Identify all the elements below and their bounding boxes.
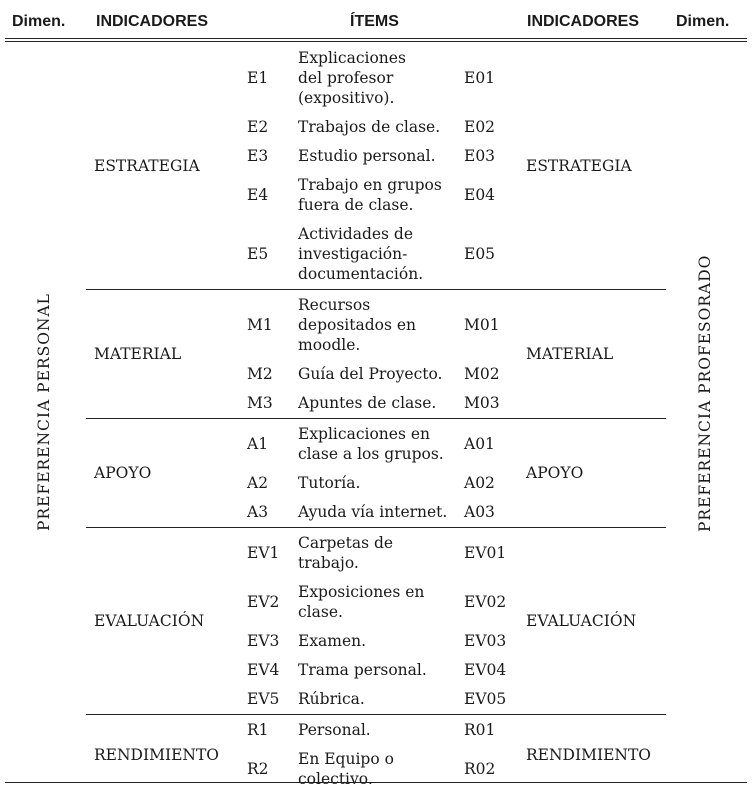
header-dimen-right: Dimen.: [676, 13, 730, 30]
indicator-label-right: MATERIAL: [526, 345, 614, 363]
item-description-line: (expositivo).: [298, 89, 395, 107]
indicator-label-right: APOYO: [526, 464, 584, 482]
item-description-line: Actividades de: [298, 225, 414, 243]
item-code-alt: EV01: [464, 544, 507, 562]
item-description: [298, 631, 366, 651]
group-divider: [86, 418, 666, 419]
item-code-alt: E03: [464, 147, 496, 165]
item-description: [298, 720, 371, 740]
item-description-line: Exposiciones en: [298, 583, 425, 601]
item-description-line: Guía del Proyecto.: [298, 365, 443, 383]
header-top-rule: [5, 38, 747, 39]
item-description: [298, 364, 442, 384]
item-code-alt: M02: [464, 365, 500, 383]
item-description-line: Personal.: [298, 721, 371, 739]
item-description-line: del profesor: [298, 69, 394, 87]
item-description: [298, 689, 365, 709]
group-divider: [86, 714, 666, 715]
item-description-line: investigación-: [298, 245, 408, 263]
item-code: E2: [247, 118, 269, 136]
item-description-line: fuera de clase.: [298, 196, 414, 214]
item-code: M1: [247, 316, 273, 334]
indicator-label-left: ESTRATEGIA: [94, 157, 200, 175]
dimension-left: PREFERENCIA PERSONAL: [35, 293, 53, 531]
item-description-line: clase a los grupos.: [298, 445, 444, 463]
item-description: [298, 502, 447, 522]
item-code-alt: A01: [464, 435, 495, 453]
item-code-alt: E04: [464, 186, 496, 204]
item-description: [298, 533, 393, 573]
item-description-line: Ayuda vía internet.: [298, 503, 448, 521]
item-code: E5: [247, 245, 269, 263]
item-code: EV5: [247, 690, 280, 708]
item-code: EV3: [247, 632, 280, 650]
item-code-alt: E05: [464, 245, 496, 263]
indicator-label-left: MATERIAL: [94, 345, 182, 363]
item-description-line: Rúbrica.: [298, 690, 365, 708]
item-description-line: documentación.: [298, 265, 424, 283]
item-code-alt: EV04: [464, 661, 507, 679]
item-code-alt: E02: [464, 118, 496, 136]
dimension-right: PREFERENCIA PROFESORADO: [696, 254, 714, 532]
item-code: E1: [247, 69, 269, 87]
header-items: ÍTEMS: [350, 13, 399, 30]
item-description: [298, 146, 436, 166]
item-code-alt: A03: [464, 503, 495, 521]
item-description-line: Trabajo en grupos: [298, 176, 442, 194]
indicator-label-right: RENDIMIENTO: [526, 745, 652, 764]
item-description-line: Explicaciones en: [298, 425, 430, 443]
item-code: EV1: [247, 544, 280, 562]
item-code: EV2: [247, 593, 280, 611]
header-indicadores-left: INDICADORES: [96, 13, 209, 30]
header-bottom-rule: [5, 41, 747, 42]
item-description-line: Trama personal.: [298, 661, 427, 679]
item-description: [298, 749, 394, 789]
header-indicadores-right: INDICADORES: [527, 13, 640, 30]
indicator-label-left: RENDIMIENTO: [94, 745, 220, 764]
item-description: [298, 424, 444, 464]
item-description: [298, 582, 424, 622]
item-description: [298, 473, 360, 493]
item-code-alt: EV05: [464, 690, 507, 708]
item-code-alt: EV03: [464, 632, 507, 650]
item-description: [298, 175, 442, 215]
item-description: [298, 660, 427, 680]
item-description-line: depositados en: [298, 316, 417, 334]
item-description-line: Carpetas de: [298, 534, 394, 552]
item-description-line: moodle.: [298, 336, 361, 354]
item-description-line: Examen.: [298, 632, 367, 650]
item-code: M3: [247, 394, 273, 412]
group-divider: [86, 289, 666, 290]
indicator-label-right: ESTRATEGIA: [526, 157, 632, 175]
item-description-line: colectivo.: [298, 770, 373, 788]
item-code: A1: [247, 435, 269, 453]
header-dimen-left: Dimen.: [12, 13, 66, 30]
item-code-alt: EV02: [464, 593, 507, 611]
item-description: [298, 48, 406, 108]
item-code: A3: [247, 503, 269, 521]
item-code-alt: M03: [464, 394, 500, 412]
item-description-line: Tutoría.: [298, 474, 361, 492]
item-description: [298, 117, 440, 137]
item-code: E3: [247, 147, 269, 165]
item-code-alt: A02: [464, 474, 495, 492]
item-description-line: Trabajos de clase.: [298, 118, 441, 136]
item-description-line: Recursos: [298, 296, 371, 314]
indicator-label-right: EVALUACIÓN: [526, 612, 637, 630]
item-code-alt: R02: [464, 760, 496, 778]
item-code-alt: R01: [464, 721, 496, 739]
item-description: [298, 295, 416, 355]
item-description-line: clase.: [298, 603, 343, 621]
item-code: E4: [247, 186, 269, 204]
item-description-line: Estudio personal.: [298, 147, 436, 165]
item-code: R2: [247, 760, 269, 778]
item-code: EV4: [247, 661, 280, 679]
item-description: [298, 393, 436, 413]
item-description-line: Explicaciones: [298, 49, 406, 67]
item-code: R1: [247, 721, 269, 739]
group-divider: [86, 527, 666, 528]
indicator-label-left: APOYO: [94, 464, 152, 482]
item-code: M2: [247, 365, 273, 383]
item-description-line: En Equipo o: [298, 750, 394, 768]
indicator-label-left: EVALUACIÓN: [94, 612, 205, 630]
item-code-alt: E01: [464, 69, 496, 87]
item-code: A2: [247, 474, 269, 492]
item-code-alt: M01: [464, 316, 500, 334]
item-description: [298, 224, 423, 284]
item-description-line: Apuntes de clase.: [298, 394, 437, 412]
item-description-line: trabajo.: [298, 554, 359, 572]
